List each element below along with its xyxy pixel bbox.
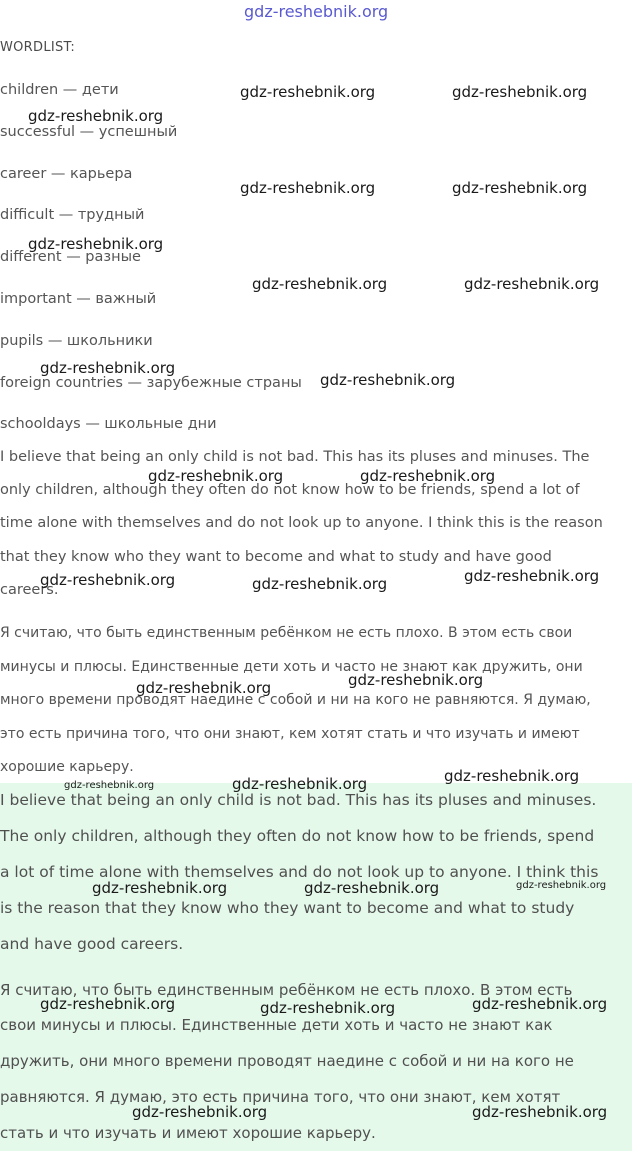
paragraph-ru-line: хорошие карьеру. [0, 759, 134, 775]
watermark: gdz-reshebnik.org [232, 775, 368, 793]
watermark: gdz-reshebnik.org [464, 275, 600, 293]
watermark: gdz-reshebnik.org [240, 179, 376, 197]
watermark: gdz-reshebnik.org [464, 567, 600, 585]
watermark: gdz-reshebnik.org [40, 995, 176, 1013]
watermark: gdz-reshebnik.org [516, 880, 607, 891]
watermark: gdz-reshebnik.org [472, 1103, 608, 1121]
watermark: gdz-reshebnik.org [136, 679, 272, 697]
answer-ru-line: стать и что изучать и имеют хорошие карьеру. [0, 1124, 376, 1142]
watermark: gdz-reshebnik.org [472, 995, 608, 1013]
watermark: gdz-reshebnik.org [252, 275, 388, 293]
watermark: gdz-reshebnik.org [348, 671, 484, 689]
watermark: gdz-reshebnik.org [40, 571, 176, 589]
watermark: gdz-reshebnik.org [40, 359, 176, 377]
wordlist-title: WORDLIST: [0, 40, 76, 55]
header-watermark: gdz-reshebnik.org [244, 2, 389, 21]
wordlist-item: schooldays — школьные дни [0, 416, 217, 432]
answer-ru-line: дружить, они много времени проводят наедине с собой и ни на кого не [0, 1052, 574, 1070]
watermark: gdz-reshebnik.org [92, 879, 228, 897]
answer-en-line: is the reason that they know who they want to become and what to study [0, 899, 575, 917]
wordlist-item: foreign countries — зарубежные страны [0, 375, 302, 391]
paragraph-ru-line: минусы и плюсы. Единственные дети хоть и часто не знают как дружить, они [0, 659, 583, 675]
wordlist-item: different — разные [0, 249, 141, 265]
paragraph-en-line: that they know who they want to become and what to study and have good [0, 549, 552, 565]
answer-en-line: The only children, although they often do not know how to be friends, spend [0, 827, 595, 845]
watermark: gdz-reshebnik.org [64, 780, 155, 791]
wordlist-item: successful — успешный [0, 124, 178, 140]
wordlist-item: career — карьера [0, 166, 133, 182]
wordlist-item: pupils — школьники [0, 333, 153, 349]
watermark: gdz-reshebnik.org [28, 107, 164, 125]
paragraph-ru-line: это есть причина того, что они знают, кем хотят стать и что изучать и имеют [0, 726, 580, 742]
watermark: gdz-reshebnik.org [304, 879, 440, 897]
watermark: gdz-reshebnik.org [260, 999, 396, 1017]
wordlist-item: children — дети [0, 82, 119, 98]
answer-en-line: I believe that being an only child is not bad. This has its pluses and minuses. [0, 791, 597, 809]
answer-en-line: a lot of time alone with themselves and do not look up to anyone. I think this [0, 863, 599, 881]
answer-ru-line: равняются. Я думаю, это есть причина того, что они знают, кем хотят [0, 1088, 561, 1106]
watermark: gdz-reshebnik.org [28, 235, 164, 253]
answer-ru-line: свои минусы и плюсы. Единственные дети хоть и часто не знают как [0, 1016, 553, 1034]
paragraph-en-line: only children, although they often do not know how to be friends, spend a lot of [0, 482, 580, 498]
wordlist-item: important — важный [0, 291, 157, 307]
watermark: gdz-reshebnik.org [444, 767, 580, 785]
paragraph-en-line: time alone with themselves and do not look up to anyone. I think this is the reason [0, 515, 603, 531]
watermark: gdz-reshebnik.org [148, 467, 284, 485]
paragraph-en-line: careers. [0, 582, 59, 598]
paragraph-en-line: I believe that being an only child is not bad. This has its pluses and minuses. The [0, 449, 590, 465]
wordlist-item: difficult — трудный [0, 207, 145, 223]
answer-ru-line: Я считаю, что быть единственным ребёнком не есть плохо. В этом есть [0, 981, 573, 999]
watermark: gdz-reshebnik.org [452, 179, 588, 197]
watermark: gdz-reshebnik.org [240, 83, 376, 101]
answer-en-line: and have good careers. [0, 935, 184, 953]
watermark: gdz-reshebnik.org [132, 1103, 268, 1121]
watermark: gdz-reshebnik.org [320, 371, 456, 389]
watermark: gdz-reshebnik.org [452, 83, 588, 101]
watermark: gdz-reshebnik.org [360, 467, 496, 485]
paragraph-ru-line: Я считаю, что быть единственным ребёнком не есть плохо. В этом есть свои [0, 625, 573, 641]
paragraph-ru-line: много времени проводят наедине с собой и ни на кого не равняются. Я думаю, [0, 692, 591, 708]
watermark: gdz-reshebnik.org [252, 575, 388, 593]
